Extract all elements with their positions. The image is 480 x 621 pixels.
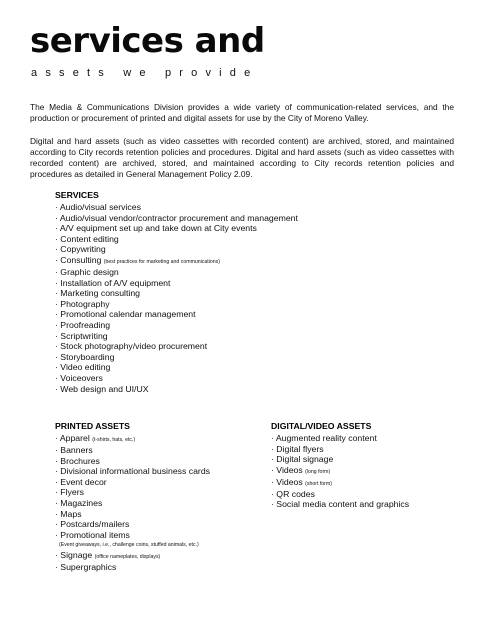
digital-asset-item-label: · Digital signage: [271, 454, 334, 465]
digital-assets-section: [271, 421, 409, 510]
service-item-label: · Audio/visual vendor/contractor procurement and management: [55, 212, 298, 223]
printed-asset-item-label: · Promotional items: [55, 529, 130, 540]
printed-asset-item: [55, 487, 210, 498]
intro-paragraph-1: The Media & Communications Division provides a wide variety of communication-related services, and the production or procurement of printed and digital assets for use by the City of Moreno Valley.: [30, 102, 454, 123]
printed-asset-item-note: (t-shirts, hats, etc.): [92, 437, 136, 443]
service-item: [55, 202, 298, 213]
services-heading: SERVICES: [55, 190, 99, 200]
service-item-label: · Copywriting: [55, 244, 106, 255]
printed-asset-item: [55, 550, 210, 562]
service-item: [55, 255, 298, 267]
digital-asset-item-label: · Videos: [271, 464, 303, 475]
service-item: [55, 213, 298, 224]
printed-asset-item: [55, 433, 210, 445]
printed-asset-item: [55, 456, 210, 467]
service-item-label: · Marketing consulting: [55, 288, 140, 299]
service-item: [55, 309, 298, 320]
printed-asset-item: [55, 519, 210, 530]
printed-asset-item-label: · Magazines: [55, 497, 103, 508]
service-item: [55, 267, 298, 278]
intro-paragraph-2: Digital and hard assets (such as video cassettes with recorded content) are archived, stored, and maintained according to City records retention policies and procedures. Digital and hard assets (such as video cassettes with recorded content) are archived, stored, and maintained according to City records retention policies and procedures as detailed in General Management Policy 2.09.: [30, 136, 454, 179]
service-item: [55, 352, 298, 363]
service-item-label: · Stock photography/video procurement: [55, 341, 208, 352]
printed-asset-item-label: · Flyers: [55, 487, 84, 498]
service-item-label: · Consulting: [55, 254, 102, 265]
printed-asset-item: [55, 509, 210, 520]
service-item-note: (best practices for marketing and communications): [103, 258, 220, 265]
service-item: [55, 362, 298, 373]
page-subtitle: assets we provide: [31, 67, 259, 79]
digital-assets-heading: DIGITAL/VIDEO ASSETS: [271, 421, 372, 431]
printed-asset-item-label: · Postcards/mailers: [55, 519, 130, 530]
service-item-label: · Web design and UI/UX: [55, 383, 149, 394]
printed-asset-item: [55, 530, 210, 541]
printed-asset-item-label: · Event decor: [55, 476, 107, 487]
printed-asset-item-note: (office nameplates, displays): [94, 554, 161, 561]
printed-asset-item-label: · Supergraphics: [55, 562, 117, 573]
digital-asset-item: [271, 499, 409, 510]
services-list: [55, 202, 298, 394]
printed-asset-item-label: · Apparel: [55, 433, 90, 443]
digital-asset-item-label: · Augmented reality content: [271, 433, 377, 443]
service-item: [55, 223, 298, 234]
service-item-label: · Promotional calendar management: [55, 309, 196, 320]
digital-asset-item: [271, 433, 409, 444]
service-item-label: · A/V equipment set up and take down at City events: [55, 223, 257, 234]
service-item-label: · Voiceovers: [55, 372, 103, 383]
service-item-label: · Proofreading: [55, 319, 111, 330]
service-item: [55, 341, 298, 352]
service-item-label: · Storyboarding: [55, 351, 115, 362]
service-item-label: · Photography: [55, 298, 110, 309]
service-item-label: · Graphic design: [55, 266, 119, 277]
service-item: [55, 288, 298, 299]
printed-asset-item: [55, 562, 210, 573]
service-item: [55, 320, 298, 331]
digital-asset-item: [271, 454, 409, 465]
service-item-label: · Installation of A/V equipment: [55, 277, 171, 288]
printed-asset-item: [55, 477, 210, 488]
services-section: [55, 190, 298, 394]
service-item-label: · Video editing: [55, 362, 111, 373]
digital-asset-item-label: · Digital flyers: [271, 443, 324, 454]
service-item-label: · Scriptwriting: [55, 330, 108, 341]
service-item: [55, 244, 298, 255]
printed-asset-item-label: · Divisional informational business cards: [55, 466, 210, 477]
digital-asset-item: [271, 489, 409, 500]
printed-asset-item: [55, 540, 210, 550]
printed-asset-item-label: · Signage: [55, 550, 93, 561]
service-item-label: · Audio/visual services: [55, 202, 141, 212]
printed-assets-heading: PRINTED ASSETS: [55, 421, 130, 431]
service-item: [55, 278, 298, 289]
printed-assets-list: [55, 433, 210, 573]
printed-asset-item: [55, 445, 210, 456]
service-item: [55, 234, 298, 245]
service-item: [55, 384, 298, 395]
printed-asset-item-note: (Event giveaways, i.e., challenge coins, stuffed animals, etc.): [59, 542, 199, 549]
printed-asset-item: [55, 466, 210, 477]
digital-asset-item-label: · QR codes: [271, 488, 315, 499]
digital-asset-item-label: · Videos: [271, 476, 303, 487]
service-item: [55, 299, 298, 310]
service-item: [55, 373, 298, 384]
service-item: [55, 331, 298, 342]
page-title: services and: [30, 21, 265, 61]
digital-asset-item: [271, 444, 409, 455]
printed-assets-section: [55, 421, 210, 573]
service-item-label: · Content editing: [55, 233, 119, 244]
digital-asset-item-note: (long form): [305, 468, 331, 475]
printed-asset-item-label: · Brochures: [55, 455, 100, 466]
printed-asset-item-label: · Maps: [55, 508, 82, 519]
printed-asset-item-label: · Banners: [55, 445, 93, 455]
digital-assets-list: [271, 433, 409, 510]
digital-asset-item: [271, 477, 409, 489]
digital-asset-item-label: · Social media content and graphics: [271, 499, 410, 510]
digital-asset-item-note: (short form): [305, 480, 332, 487]
printed-asset-item: [55, 498, 210, 509]
digital-asset-item: [271, 465, 409, 477]
